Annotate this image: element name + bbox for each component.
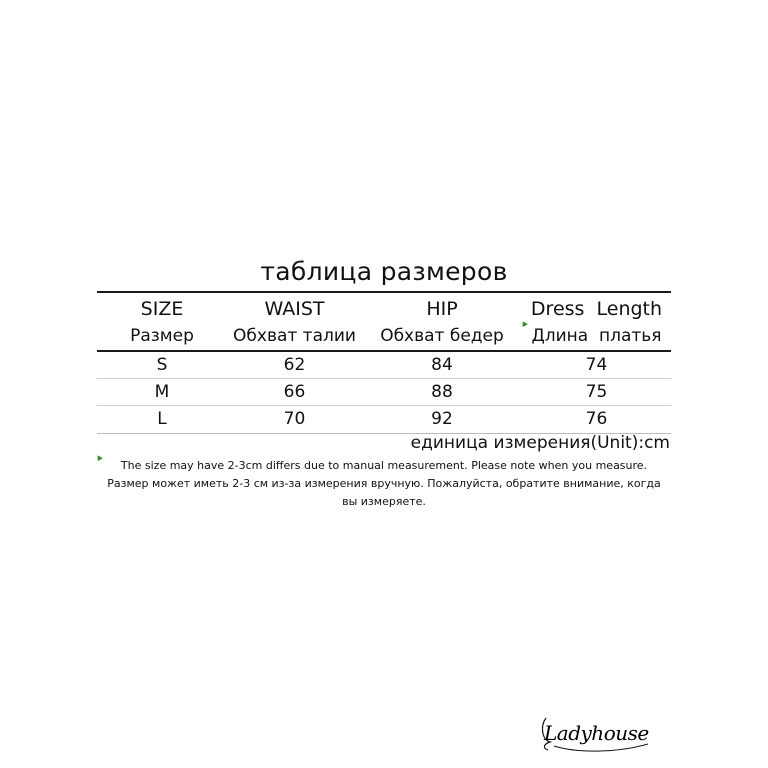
note-english: The size may have 2-3cm differs due to manual measurement. Please note when you measure.: [120, 459, 648, 472]
cell-waist: 70: [283, 409, 306, 429]
cell-waist: 66: [283, 382, 306, 402]
cell-size: L: [157, 409, 167, 429]
header-waist: WAIST: [264, 298, 325, 320]
page-title: таблица размеров: [260, 257, 508, 286]
cell-dress-length: 74: [585, 355, 608, 375]
table-row: [97, 352, 671, 378]
header-size: SIZE: [140, 298, 184, 320]
header-row-ru: [97, 324, 671, 350]
cell-waist: 62: [283, 355, 306, 375]
size-table: [97, 291, 671, 434]
brand-logo: [540, 706, 658, 756]
table-row: [97, 379, 671, 405]
cell-hip: 92: [431, 409, 453, 429]
cell-dress-length: 76: [585, 409, 608, 429]
brand-name: Ladyhouse: [544, 721, 649, 745]
table-row: [97, 406, 671, 432]
header-dress-length-ru: Длина платья: [531, 326, 662, 346]
header-waist-ru: Обхват талии: [233, 326, 356, 346]
cell-size: S: [156, 355, 168, 375]
header-size-ru: Размер: [130, 326, 194, 346]
cell-dress-length: 75: [585, 382, 608, 402]
unit-label: единица измерения(Unit):cm: [410, 433, 670, 453]
note-russian: Размер может иметь 2-3 см из-за измерения вручную. Пожалуйста, обратите внимание, когда вы измеряете.: [107, 477, 661, 508]
brand-logo-graphic: [540, 706, 658, 756]
header-row-en: [97, 293, 671, 324]
cell-size: M: [154, 382, 170, 402]
header-dress-length: Dress Length: [530, 298, 663, 320]
header-hip: HIP: [426, 298, 458, 320]
cell-hip: 84: [431, 355, 453, 375]
cell-hip: 88: [431, 382, 453, 402]
header-hip-ru: Обхват бедер: [380, 326, 504, 346]
